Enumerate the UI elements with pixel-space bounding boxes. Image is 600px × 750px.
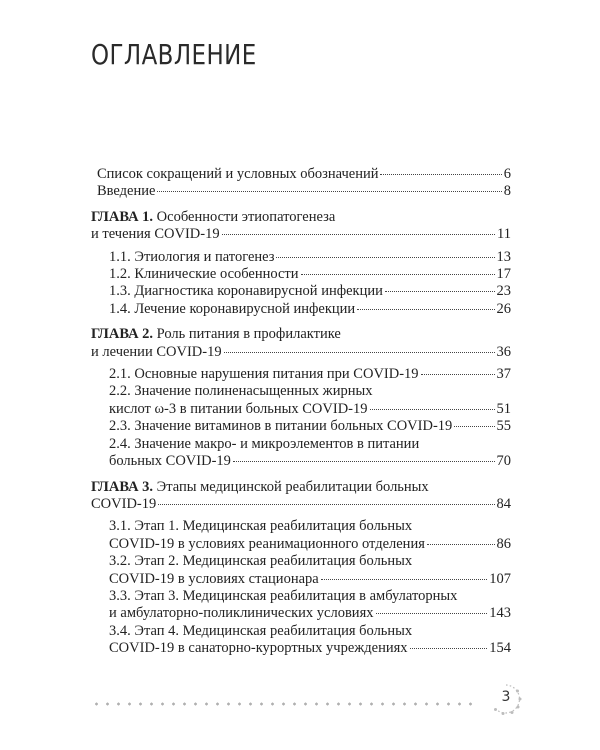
toc-section-1-1[interactable] xyxy=(91,249,511,266)
toc-section-3-2-cont[interactable] xyxy=(91,571,511,588)
leader-dots xyxy=(410,648,488,649)
chapter-1-heading-cont[interactable] xyxy=(91,226,511,243)
toc-page-number: 8 xyxy=(503,183,511,200)
toc-entry-title-cont: и амбулаторно-поликлинических условиях xyxy=(109,605,374,622)
toc-page-number: 84 xyxy=(496,495,511,512)
leader-dots xyxy=(233,461,495,462)
toc-page-number: 13 xyxy=(496,248,511,265)
leader-dots xyxy=(224,352,495,353)
leader-dots xyxy=(157,191,501,192)
toc-entry-title: 1.1. Этиология и патогенез xyxy=(109,248,275,265)
leader-dots xyxy=(321,579,488,580)
chapter-2-heading-cont[interactable] xyxy=(91,344,511,361)
toc-page-number: 143 xyxy=(489,605,511,622)
toc-section-3-1-cont[interactable] xyxy=(91,536,511,553)
leader-dots xyxy=(376,613,488,614)
toc-entry-title: 2.3. Значение витаминов в питании больных COVID-19 xyxy=(109,418,453,435)
leader-dots xyxy=(276,257,494,258)
table-of-contents xyxy=(91,166,511,658)
toc-page-number: 86 xyxy=(496,535,511,552)
chapter-title: Особенности этиопатогенеза xyxy=(153,208,336,225)
chapter-title-cont: и течения COVID-19 xyxy=(91,226,220,243)
toc-section-2-2-cont[interactable] xyxy=(91,401,511,418)
toc-entry-title-cont: больных COVID-19 xyxy=(109,453,231,470)
toc-page-number: 51 xyxy=(496,400,511,417)
toc-section-3-3-cont[interactable] xyxy=(91,605,511,622)
chapter-label: ГЛАВА 3. xyxy=(91,478,154,495)
toc-entry-title: 1.4. Лечение коронавирусной инфекции xyxy=(109,300,356,317)
footer-dot-rule xyxy=(91,702,476,706)
page-number-badge xyxy=(489,682,523,716)
toc-entry-title-cont: COVID-19 в условиях стационара xyxy=(109,570,319,587)
chapter-title-cont: COVID-19 xyxy=(91,495,157,512)
toc-section-2-4-cont[interactable] xyxy=(91,453,511,470)
leader-dots xyxy=(427,544,495,545)
toc-page-number: 11 xyxy=(497,226,511,243)
toc-page-number: 36 xyxy=(496,343,511,360)
toc-page-number: 23 xyxy=(496,283,511,300)
toc-entry-title: 1.2. Клинические особенности xyxy=(109,266,299,283)
toc-section-3-1[interactable]: 3.1. Этап 1. Медицинская реабилитация больных xyxy=(109,518,413,535)
toc-page-number: 6 xyxy=(503,166,511,182)
toc-entry-title: Список сокращений и условных обозначений xyxy=(97,166,379,182)
toc-section-2-4[interactable]: 2.4. Значение макро- и микроэлементов в питании xyxy=(109,435,420,452)
toc-section-1-2[interactable] xyxy=(91,266,511,283)
leader-dots xyxy=(301,274,495,275)
toc-entry-title-cont: кислот ω-3 в питании больных COVID-19 xyxy=(109,400,368,417)
toc-section-1-4[interactable] xyxy=(91,301,511,318)
leader-dots xyxy=(380,174,501,175)
leader-dots xyxy=(454,426,494,427)
toc-section-2-3[interactable] xyxy=(91,418,511,435)
toc-section-2-1[interactable] xyxy=(91,366,511,383)
toc-page-number: 55 xyxy=(496,418,511,435)
leader-dots xyxy=(222,234,495,235)
chapter-2-heading[interactable] xyxy=(91,326,511,343)
toc-section-3-4-cont[interactable] xyxy=(91,640,511,657)
page-number: 3 xyxy=(501,689,511,705)
chapter-1-heading[interactable] xyxy=(91,209,511,226)
chapter-label: ГЛАВА 1. xyxy=(91,208,154,225)
toc-section-3-3[interactable]: 3.3. Этап 3. Медицинская реабилитация в амбулаторных xyxy=(109,587,458,604)
leader-dots xyxy=(357,309,494,310)
toc-section-1-3[interactable] xyxy=(91,283,511,300)
leader-dots xyxy=(370,409,495,410)
chapter-3-heading[interactable] xyxy=(91,479,511,496)
leader-dots xyxy=(421,374,495,375)
chapter-title: Этапы медицинской реабилитации больных xyxy=(153,478,429,495)
toc-section-3-2[interactable]: 3.2. Этап 2. Медицинская реабилитация больных xyxy=(109,553,413,570)
toc-entry-introduction[interactable] xyxy=(91,183,511,200)
toc-entry-title: Введение xyxy=(97,183,156,200)
toc-page-number: 70 xyxy=(496,453,511,470)
chapter-title: Роль питания в профилактике xyxy=(153,326,341,343)
toc-section-3-4[interactable]: 3.4. Этап 4. Медицинская реабилитация больных xyxy=(109,622,413,639)
toc-page-number: 154 xyxy=(489,640,511,657)
toc-page-number: 26 xyxy=(496,300,511,317)
chapter-3-heading-cont[interactable] xyxy=(91,496,511,513)
chapter-label: ГЛАВА 2. xyxy=(91,326,154,343)
toc-entry-title-cont: COVID-19 в санаторно-курортных учреждениях xyxy=(109,640,408,657)
toc-entry-title: 2.1. Основные нарушения питания при COVID-19 xyxy=(109,366,419,383)
leader-dots xyxy=(385,291,495,292)
toc-entry-abbreviations[interactable] xyxy=(91,166,511,183)
toc-section-2-2[interactable]: 2.2. Значение полиненасыщенных жирных xyxy=(109,383,373,400)
toc-entry-title-cont: COVID-19 в условиях реанимационного отделения xyxy=(109,535,425,552)
toc-page-number: 37 xyxy=(496,366,511,383)
toc-entry-title: 1.3. Диагностика коронавирусной инфекции xyxy=(109,283,383,300)
chapter-title-cont: и лечении COVID-19 xyxy=(91,343,222,360)
leader-dots xyxy=(158,504,494,505)
toc-page-number: 107 xyxy=(489,570,511,587)
page-title: ОГЛАВЛЕНИЕ xyxy=(91,38,257,71)
toc-page-number: 17 xyxy=(496,266,511,283)
